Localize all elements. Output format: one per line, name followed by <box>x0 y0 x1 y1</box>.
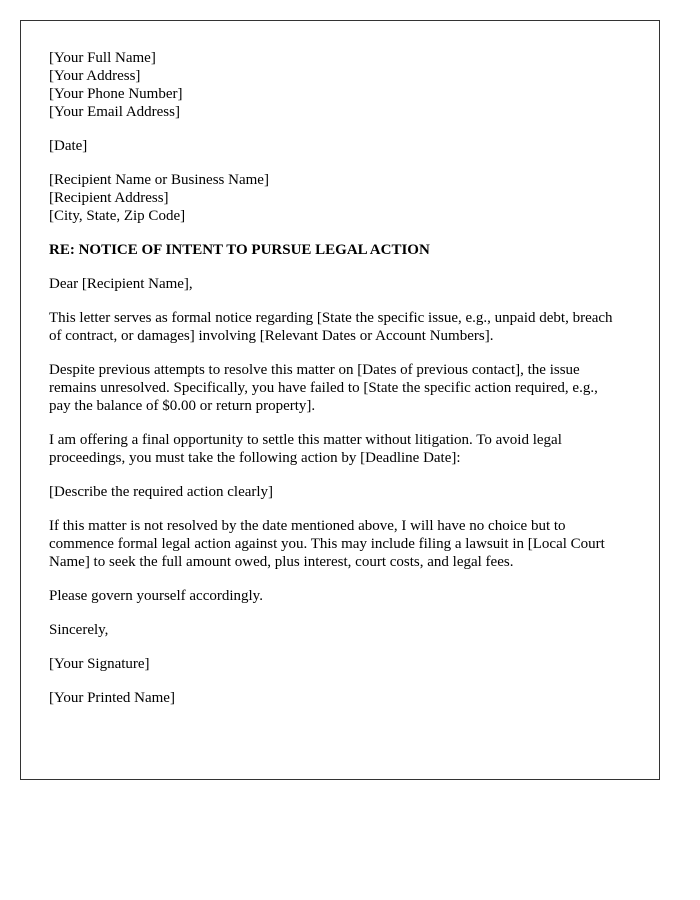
letter-date: [Date] <box>49 138 88 154</box>
sender-address: [Your Address] <box>49 68 141 84</box>
body-paragraph-previous-attempts: Despite previous attempts to resolve this matter on [Dates of previous contact], the issue remains unresolved. Specifically, you have failed to [State the specific action required, e.g., pay the balance of $0.00 or return property]. <box>49 362 598 414</box>
salutation: Dear [Recipient Name], <box>49 276 193 292</box>
subject-line: RE: NOTICE OF INTENT TO PURSUE LEGAL ACTION <box>49 242 430 258</box>
recipient-block <box>49 171 631 225</box>
recipient-city-state-zip: [City, State, Zip Code] <box>49 208 186 224</box>
sender-name: [Your Full Name] <box>49 50 156 66</box>
recipient-name: [Recipient Name or Business Name] <box>49 172 269 188</box>
signature: [Your Signature] <box>49 656 150 672</box>
date-block <box>49 137 631 155</box>
recipient-address: [Recipient Address] <box>49 190 169 206</box>
body-paragraph-required-action: [Describe the required action clearly] <box>49 484 274 500</box>
letter-page <box>20 20 660 780</box>
body-paragraph-consequences: If this matter is not resolved by the date mentioned above, I will have no choice but to commence formal legal action against you. This may include filing a lawsuit in [Local Court Name] to seek the full amount owed, plus interest, court costs, and legal fees. <box>49 518 605 570</box>
body-paragraph-govern: Please govern yourself accordingly. <box>49 588 263 604</box>
sender-email: [Your Email Address] <box>49 104 180 120</box>
printed-name: [Your Printed Name] <box>49 690 175 706</box>
closing: Sincerely, <box>49 622 109 638</box>
sender-phone: [Your Phone Number] <box>49 86 183 102</box>
sender-block <box>49 49 631 121</box>
body-paragraph-notice: This letter serves as formal notice regarding [State the specific issue, e.g., unpaid debt, breach of contract, or damages] involving [Relevant Dates or Account Numbers]. <box>49 310 613 344</box>
body-paragraph-final-opportunity: I am offering a final opportunity to settle this matter without litigation. To avoid legal proceedings, you must take the following action by [Deadline Date]: <box>49 432 562 466</box>
